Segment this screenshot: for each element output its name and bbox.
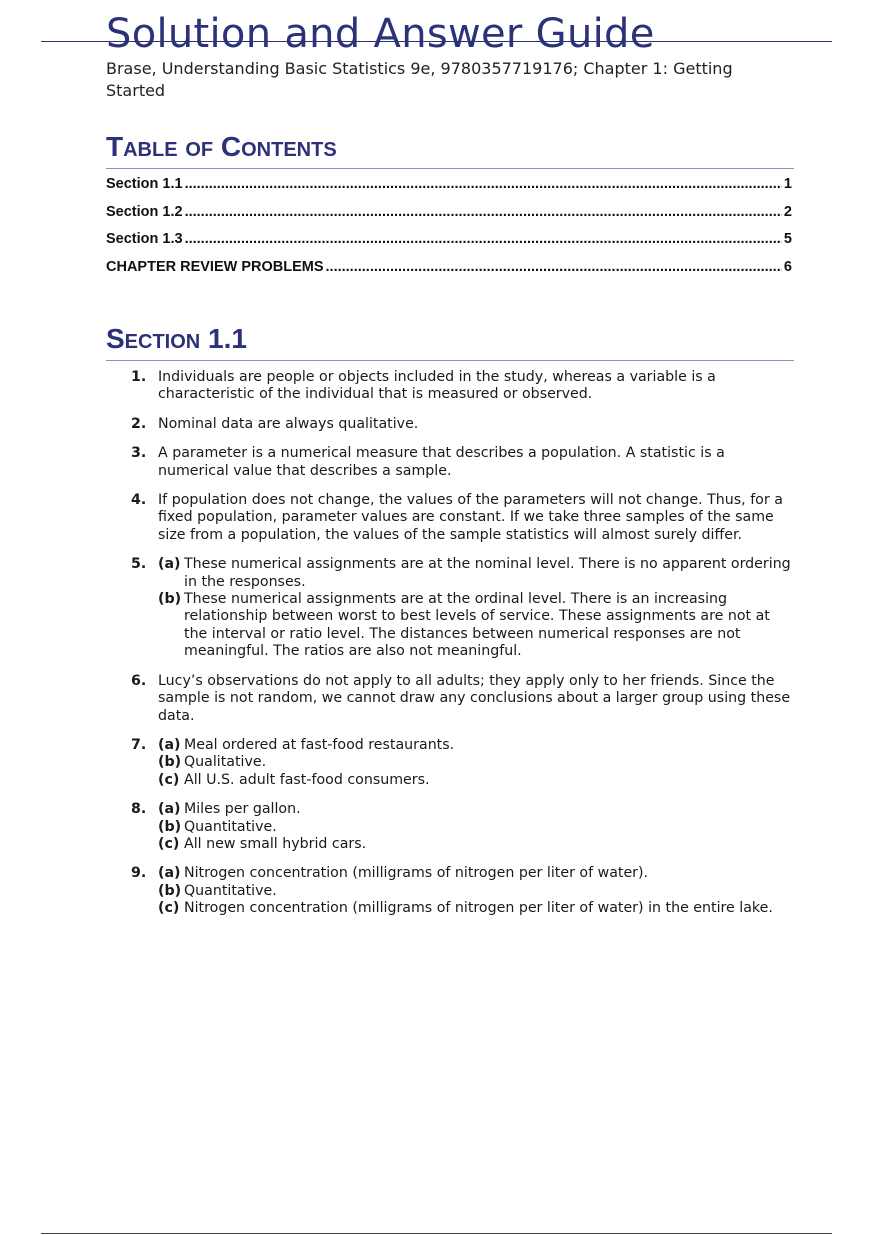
toc-leader-dots: [185, 231, 782, 247]
answer-part: [158, 819, 792, 836]
answer-part-label: (b): [158, 754, 182, 771]
answer-part-text: Meal ordered at fast-food restaurants.: [184, 736, 455, 753]
document-title: Solution and Answer Guide: [106, 11, 655, 57]
answer-item: [128, 445, 792, 480]
answer-text: A parameter is a numerical measure that describes a population. A statistic is a numerical value that describes a sample.: [158, 445, 725, 479]
answer-parts: [158, 737, 792, 789]
toc-entry-label: CHAPTER REVIEW PROBLEMS: [106, 258, 324, 275]
answer-number: 2.: [131, 415, 147, 432]
answer-item: [128, 865, 792, 917]
answer-part: [158, 772, 792, 789]
answer-number: 6.: [131, 672, 147, 689]
answer-number: 4.: [131, 492, 147, 509]
answer-part-label: (b): [158, 591, 182, 608]
toc-entry[interactable]: [106, 231, 792, 259]
answer-part-text: Quantitative.: [184, 818, 277, 835]
toc-entry[interactable]: [106, 259, 792, 287]
answer-part: [158, 883, 792, 900]
answer-parts: [158, 865, 792, 917]
answer-item: [128, 416, 792, 433]
answer-item: [128, 737, 792, 789]
answer-text: Lucy’s observations do not apply to all adults; they apply only to her friends. Since the sample is not random, we cannot draw any conclusions about a larger group using these data.: [158, 672, 791, 724]
answer-part: [158, 865, 792, 882]
toc-entry-page: 1: [783, 176, 792, 192]
answer-parts: [158, 801, 792, 853]
answer-text: If population does not change, the values of the parameters will not change. Thus, for a fixed population, parameter values are constant. If we take three samples of the same size from a population, the values of the sample statistics will almost surely differ.: [158, 492, 783, 543]
answer-number: 8.: [131, 801, 147, 818]
answer-part-text: Nitrogen concentration (milligrams of nitrogen per liter of water) in the entire lake.: [184, 900, 773, 917]
toc-entry[interactable]: [106, 176, 792, 204]
answer-part: [158, 836, 792, 853]
toc-entry-label: Section 1.1: [106, 176, 183, 192]
answer-part-text: Miles per gallon.: [184, 801, 301, 818]
toc-heading: Table of Contents: [106, 132, 794, 169]
answer-parts: [158, 556, 792, 660]
answer-part-text: Qualitative.: [184, 754, 267, 771]
section-heading: Section 1.1: [106, 324, 794, 361]
toc-entry-label: Section 1.2: [106, 203, 183, 220]
answer-item: [128, 801, 792, 853]
answer-part-label: (a): [158, 736, 181, 753]
answer-part-label: (a): [158, 865, 181, 882]
answer-part: [158, 737, 792, 754]
answer-part-label: (b): [158, 882, 182, 899]
answer-part: [158, 556, 792, 591]
answer-part-text: These numerical assignments are at the nominal level. There is no apparent ordering in the responses.: [184, 556, 791, 590]
answer-number: 5.: [131, 556, 147, 573]
answer-number: 1.: [131, 369, 147, 385]
toc-leader-dots: [326, 259, 782, 275]
toc-entry-page: 6: [783, 258, 792, 275]
answer-part-text: Nitrogen concentration (milligrams of nitrogen per liter of water).: [184, 865, 649, 882]
toc-entry-page: 5: [783, 231, 792, 247]
answer-number: 9.: [131, 865, 147, 882]
table-of-contents: [106, 176, 792, 286]
answer-text: Nominal data are always qualitative.: [158, 415, 419, 432]
answer-part-label: (a): [158, 556, 181, 573]
answer-part-text: All new small hybrid cars.: [184, 835, 367, 852]
answer-part-label: (c): [158, 771, 180, 788]
document-subtitle: Brase, Understanding Basic Statistics 9e, 9780357719176; Chapter 1: Getting Started: [106, 59, 733, 100]
answer-part-label: (c): [158, 835, 180, 852]
answer-list: [128, 369, 792, 930]
answer-part-text: These numerical assignments are at the ordinal level. There is an increasing relationship between worst to best levels of service. These assignments are not at the interval or ratio level. The distances between numerical responses are not meaningful. The ratios are also not meaningful.: [184, 591, 770, 660]
footer-rule: [41, 1233, 832, 1234]
answer-part-text: All U.S. adult fast-food consumers.: [184, 771, 430, 788]
answer-part: [158, 591, 792, 661]
answer-part-label: (a): [158, 801, 181, 818]
toc-entry-page: 2: [783, 203, 792, 220]
answer-part-label: (b): [158, 818, 182, 835]
answer-part: [158, 754, 792, 771]
answer-part-text: Quantitative.: [184, 882, 277, 899]
answer-item: [128, 369, 792, 404]
answer-part: [158, 801, 792, 818]
toc-leader-dots: [185, 176, 782, 192]
toc-leader-dots: [185, 204, 782, 220]
toc-entry[interactable]: [106, 204, 792, 232]
answer-part: [158, 900, 792, 917]
answer-item: [128, 492, 792, 544]
answer-item: [128, 673, 792, 725]
answer-item: [128, 556, 792, 660]
answer-number: 3.: [131, 445, 147, 462]
answer-part-label: (c): [158, 900, 180, 917]
toc-entry-label: Section 1.3: [106, 231, 183, 247]
answer-number: 7.: [131, 736, 147, 753]
answer-text: Individuals are people or objects included in the study, whereas a variable is a characteristic of the individual that is measured or observed.: [158, 369, 716, 403]
